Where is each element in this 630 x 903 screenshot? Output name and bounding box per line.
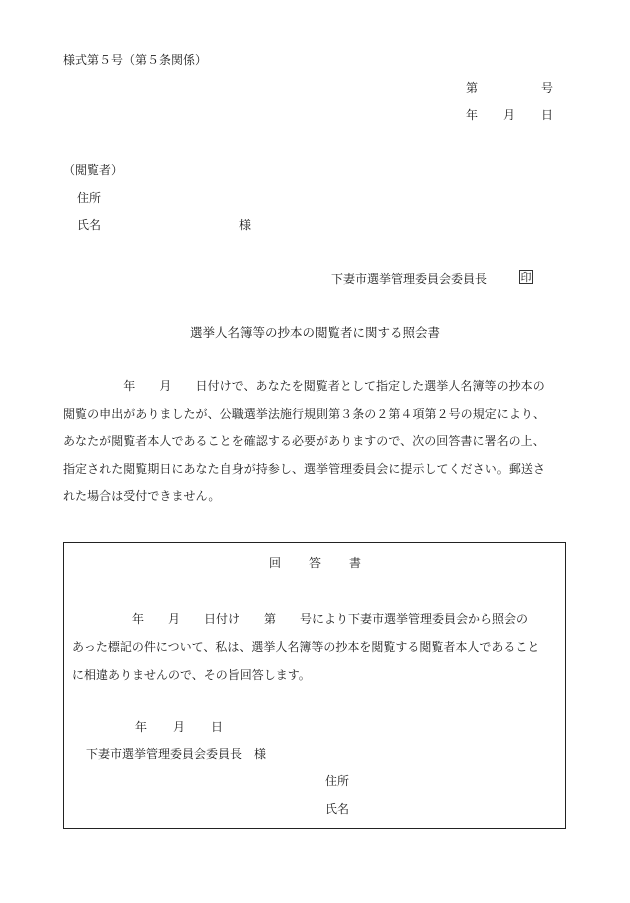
inquiry-body <box>63 373 571 511</box>
doc-number-prefix: 第 <box>466 81 479 95</box>
signer-address-label: 住所 <box>325 774 350 788</box>
form-identifier: 様式第５号（第５条関係） <box>63 53 208 67</box>
sender-title: 下妻市選挙管理委員会委員長 <box>331 272 488 286</box>
recipient-heading: （閲覧者） <box>63 163 124 177</box>
reply-title-char: 回 <box>268 556 281 570</box>
body-line: 年 月 日付けで、あなたを閲覧者として指定した選挙人名簿等の抄本の <box>63 379 545 393</box>
date-year: 年 <box>466 108 479 122</box>
reply-title <box>0 557 630 569</box>
body-line: 閲覧の申出がありましたが、公職選挙法施行規則第３条の２第４項第２号の規定により、 <box>63 406 546 421</box>
body-line: れた場合は受付できません。 <box>63 489 221 503</box>
reply-title-char: 答 <box>308 556 321 570</box>
document-title: 選挙人名簿等の抄本の閲覧者に関する照会書 <box>189 325 440 340</box>
doc-number-suffix: 号 <box>541 81 554 95</box>
reply-date-year: 年 <box>135 720 148 734</box>
recipient-name-label: 氏名 <box>77 218 102 232</box>
recipient-address-label: 住所 <box>77 191 102 205</box>
reply-line: あった標記の件について、私は、選挙人名簿等の抄本を閲覧する閲覧者本人であること <box>72 640 540 654</box>
reply-line: に相違ありませんので、その旨回答します。 <box>72 668 311 682</box>
recipient-honorific: 様 <box>239 218 252 232</box>
reply-body <box>72 605 562 689</box>
body-line: あなたが閲覧者本人であることを確認する必要がありますので、次の回答書に署名の上、 <box>63 434 545 448</box>
reply-addressee: 下妻市選挙管理委員会委員長 様 <box>86 747 267 761</box>
reply-title-char: 書 <box>349 556 362 570</box>
seal-mark: 印 <box>520 271 532 284</box>
date-month: 月 <box>503 108 516 122</box>
signer-name-label: 氏名 <box>325 802 350 816</box>
date-day: 日 <box>541 108 554 122</box>
body-line: 指定された閲覧期日にあなた自身が持参し、選挙管理委員会に提示してください。郵送さ <box>63 461 546 476</box>
reply-date-month: 月 <box>173 720 186 734</box>
reply-date-day: 日 <box>211 720 224 734</box>
reply-line: 年 月 日付け 第 号により下妻市選挙管理委員会から照会の <box>72 612 529 626</box>
